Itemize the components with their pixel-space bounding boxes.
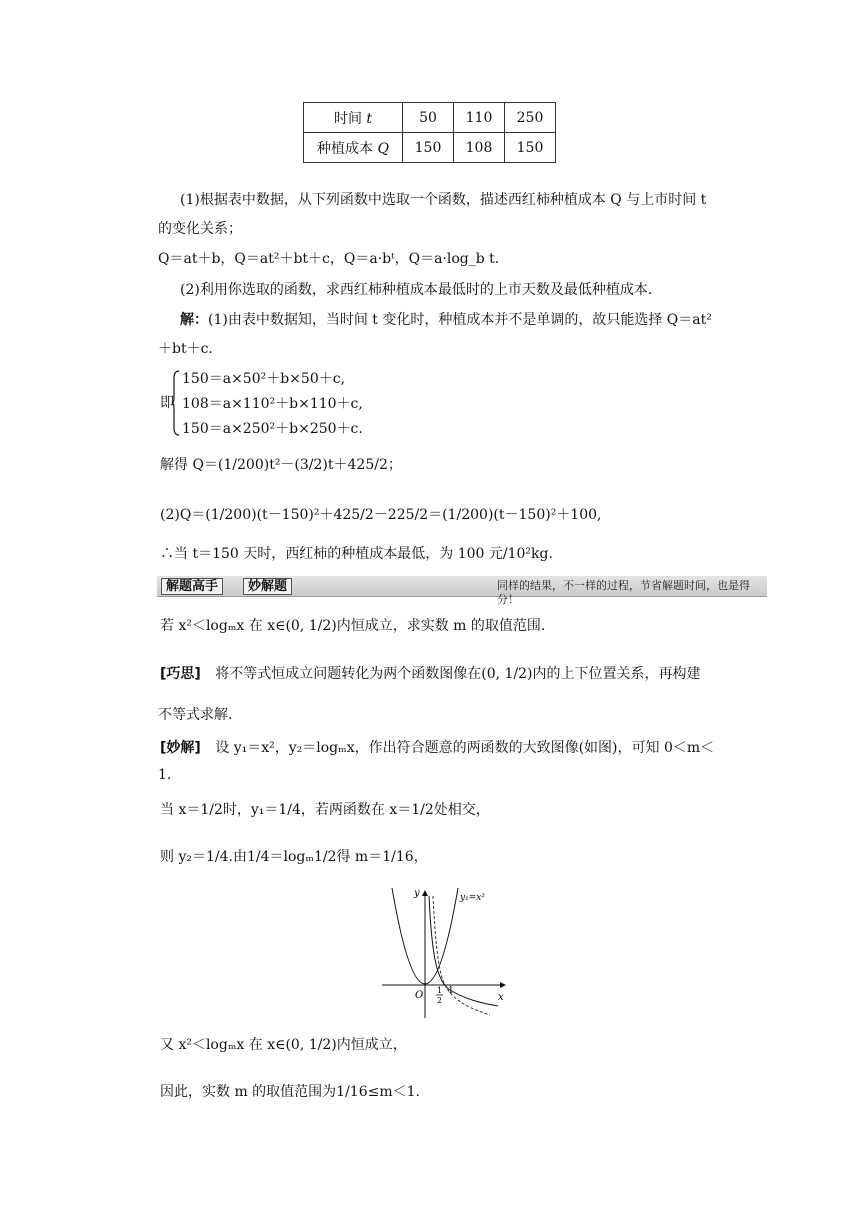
table-cell: 110 [454,103,505,133]
tick-half-numerator: 1 [437,986,443,995]
miaojie-line-2: 1. [158,767,172,783]
part-2-result: (2)Q＝(1/200)(t－150)²＋425/2－225/2＝(1/200)(t－150)²＋100, [160,507,602,523]
banner-tag-expert: 解题高手 [161,578,223,595]
table-cell: 150 [403,133,454,163]
y-axis-label: y [414,888,420,899]
question-2: (2)利用你选取的函数，求西红柿种植成本最低时的上市天数及最低种植成本. [180,282,653,298]
solution-line-1: 解：(1)由表中数据知，当时间 t 变化时，种植成本并不是单调的，故只能选择 Q＝at² [180,312,712,328]
system-equation-2: 108＝a×110²＋b×110＋c, [182,396,363,412]
tick-half-denominator: 2 [437,996,443,1005]
solve-result: 解得 Q＝(1/200)t²－(3/2)t＋425/2； [160,457,402,473]
banner-tag-clever: 妙解题 [243,578,292,595]
function-options: Q＝at＋b，Q＝at²＋bt＋c，Q＝a·bᵗ，Q＝a·log_b t. [158,251,500,267]
qiaosi-line-2: 不等式求解. [158,707,233,723]
system-prefix: 即 [160,395,174,411]
problem-2: 若 x²＜logₘx 在 x∈(0, 1/2)内恒成立，求实数 m 的取值范围. [160,618,546,634]
miaojie-label: [妙解] [160,740,201,756]
step-3: 又 x²＜logₘx 在 x∈(0, 1/2)内恒成立， [160,1037,407,1053]
question-1-line-1: (1)根据表中数据，从下列函数中选取一个函数，描述西红柿种植成本 Q 与上市时间 t [180,192,707,208]
y-axis-arrow-icon [422,890,428,896]
origin-label: O [415,990,424,1001]
x-axis-label: x [498,992,504,1003]
x-axis-arrow-icon [500,982,506,988]
brace-icon [172,370,180,436]
table-header-cost: 种植成本 Q [304,133,403,163]
final-answer: 因此，实数 m 的取值范围为1/16≤m＜1. [160,1084,420,1100]
tick-one-label: 1 [448,986,454,996]
table-cell: 150 [505,133,556,163]
step-2: 则 y₂＝1/4.由1/4＝logₘ1/2得 m＝1/16， [160,849,428,865]
table-row [304,103,556,133]
table-cell: 50 [403,103,454,133]
data-table [303,102,556,163]
solution-line-2: ＋bt＋c. [158,341,213,357]
system-equation-1: 150＝a×50²＋b×50＋c, [182,371,346,387]
table-cell: 108 [454,133,505,163]
banner-slogan: 同样的结果，不一样的过程，节省解题时间，也是得分！ [497,579,750,606]
system-equation-3: 150＝a×250²＋b×250＋c. [182,421,363,437]
qiaosi-line-1: [巧思] 将不等式恒成立问题转化为两个函数图像在(0, 1/2)内的上下位置关系，再构建 [160,666,701,682]
conclusion: ∴当 t＝150 天时，西红柿的种植成本最低，为 100 元/10²kg. [160,546,553,562]
qiaosi-label: [巧思] [160,666,201,682]
table-header-time: 时间 t [304,103,403,133]
solution-label: 解： [180,312,208,328]
question-1-line-2: 的变化关系； [158,221,242,237]
section-banner [157,576,767,606]
curve-label: y₁=x² [460,893,485,903]
table-cell: 250 [505,103,556,133]
function-graph [380,882,510,1022]
table-row [304,133,556,163]
miaojie-line-1: [妙解] 设 y₁＝x²，y₂＝logₘx，作出符合题意的两函数的大致图像(如图)，可知 0＜m＜ [160,740,715,756]
step-1: 当 x＝1/2时，y₁＝1/4，若两函数在 x＝1/2处相交， [160,802,490,818]
